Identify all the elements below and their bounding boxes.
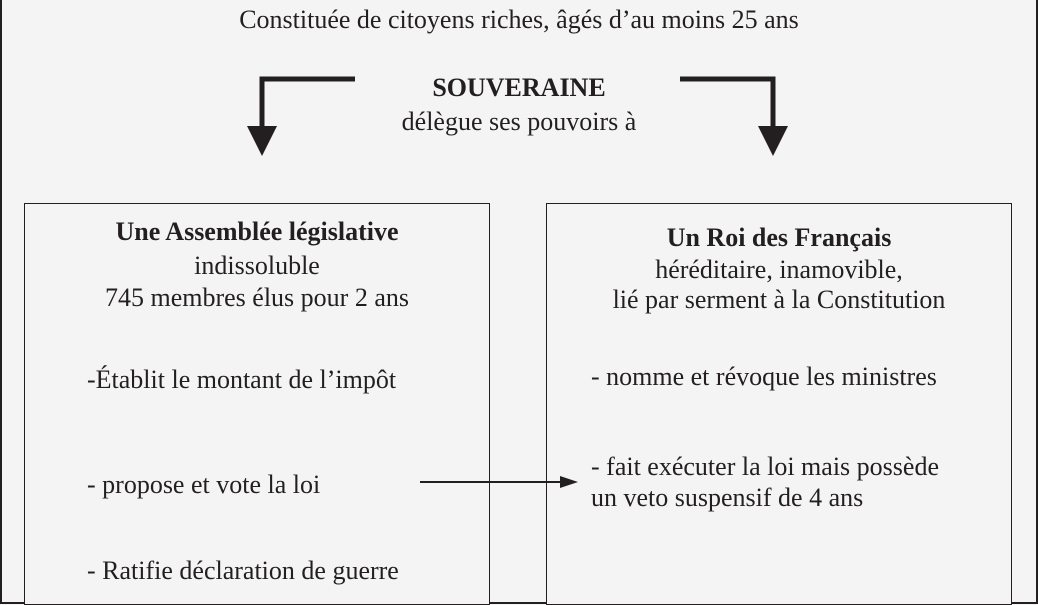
- assembly-title: Une Assemblée législative: [115, 217, 399, 246]
- assembly-power-law: - propose et vote la loi: [87, 470, 321, 499]
- king-power-ministers: - nomme et révoque les ministres: [591, 362, 937, 391]
- king-subtitle-1: héréditaire, inamovible,: [655, 255, 903, 284]
- sovereign-nation-description: Constituée de citoyens riches, âgés d’au moins 25 ans: [239, 5, 799, 34]
- assembly-power-war: - Ratifie déclaration de guerre: [87, 556, 399, 585]
- king-power-veto: un veto suspensif de 4 ans: [591, 483, 864, 512]
- delegation-label: délègue ses pouvoirs à: [401, 107, 637, 136]
- king-power-execute: - fait exécuter la loi mais possède: [591, 452, 939, 481]
- souveraine-label: SOUVERAINE: [432, 73, 606, 102]
- assembly-power-tax: -Établit le montant de l’impôt: [87, 365, 397, 394]
- assembly-subtitle-2: 745 membres élus pour 2 ans: [104, 283, 409, 312]
- law-transfer-arrowhead: [560, 476, 578, 488]
- king-subtitle-2: lié par serment à la Constitution: [612, 285, 946, 314]
- assembly-subtitle-1: indissoluble: [194, 251, 320, 280]
- king-title: Un Roi des Français: [666, 223, 892, 252]
